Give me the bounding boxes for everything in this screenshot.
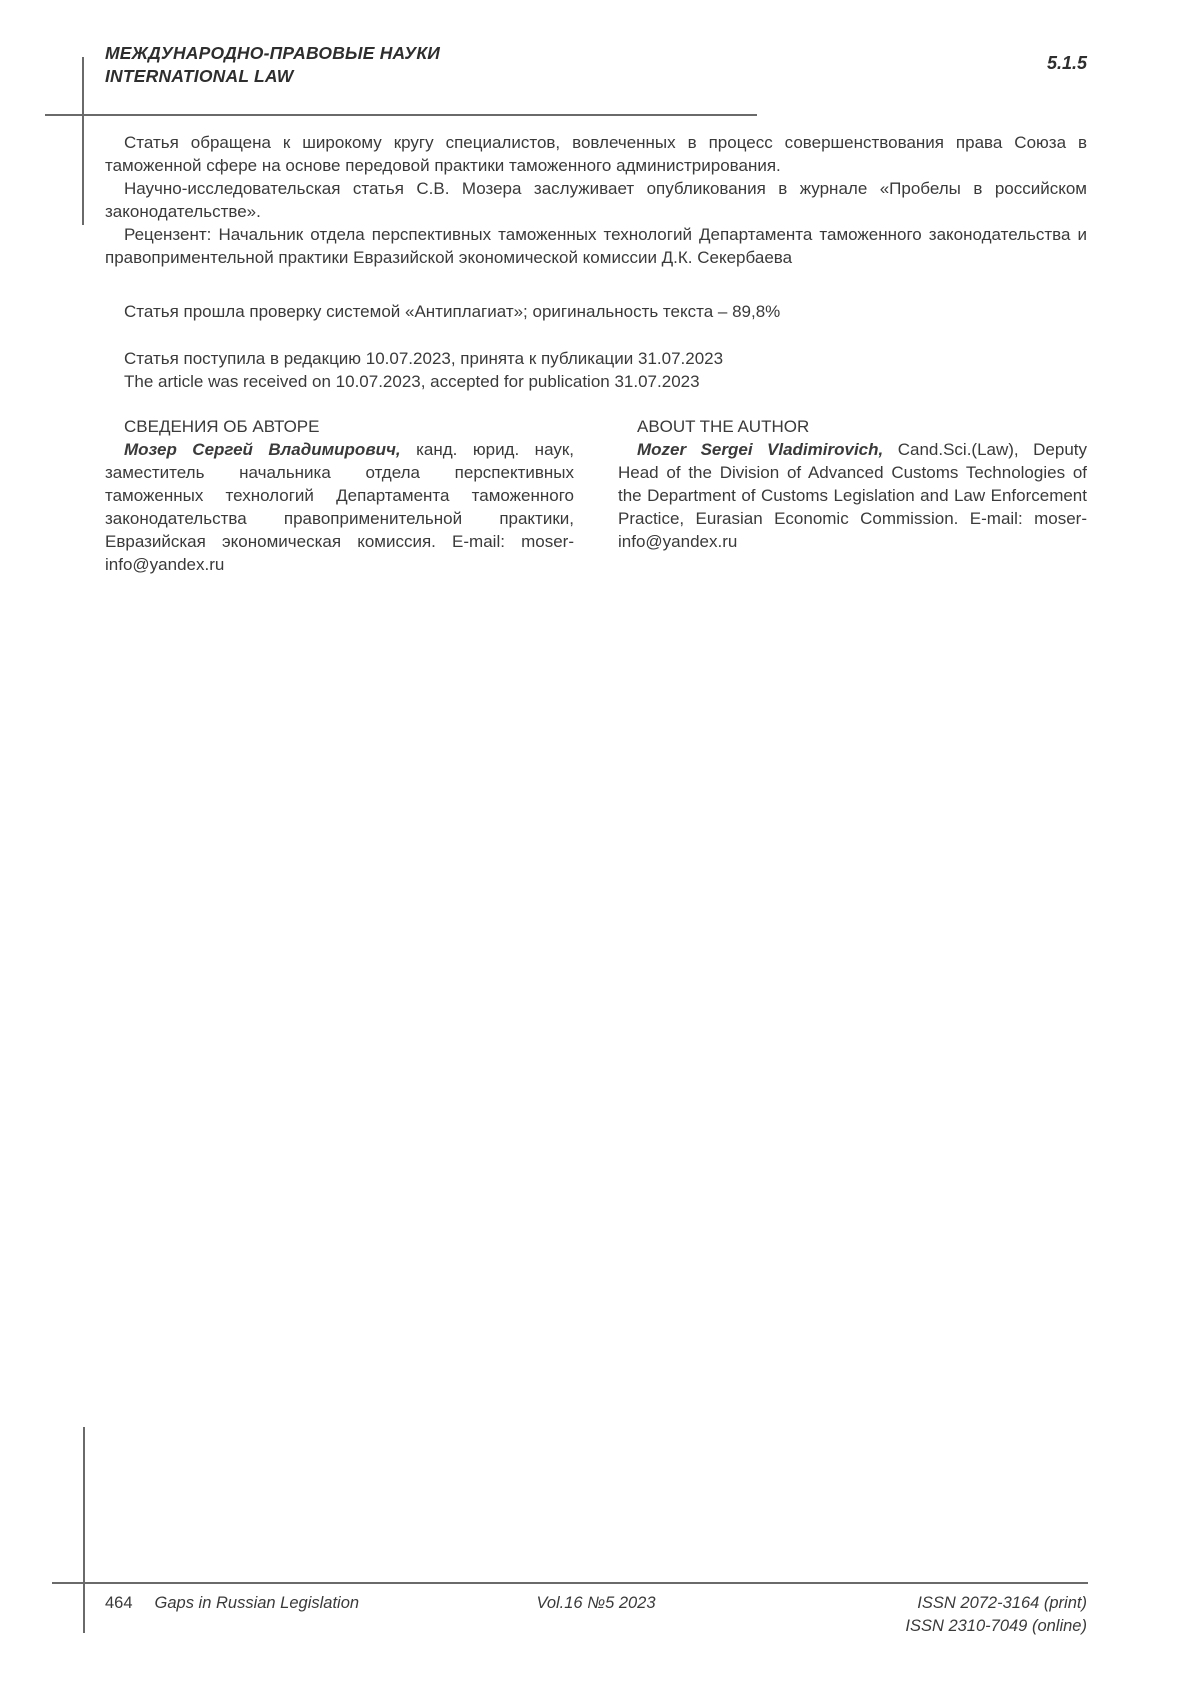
section-title-en: INTERNATIONAL LAW xyxy=(105,66,294,86)
author-bio-text-ru: канд. юрид. наук, заместитель начальника отдела перспективных таможенных технологий Департамента таможенного законодательства правоприменительной практики, Евразийская экономическая комиссия. E-mail: moser-info@yandex.ru xyxy=(105,440,574,574)
author-heading-en: ABOUT THE AUTHOR xyxy=(637,417,810,436)
abstract-paragraph: Статья обращена к широкому кругу специалистов, вовлеченных в процесс совершенствования права Союза в таможенной сфере на основе передовой практики таможенного администрирования. xyxy=(105,133,1087,175)
journal-title: Gaps in Russian Legislation xyxy=(154,1594,360,1612)
footer-horizontal-rule xyxy=(52,1582,1088,1584)
author-info-en xyxy=(618,415,1087,576)
recommendation-paragraph: Научно-исследовательская статья С.В. Мозера заслуживает опубликования в журнале «Пробелы в российском законодательстве». xyxy=(105,179,1087,221)
author-info-columns xyxy=(105,415,1087,576)
issn-block xyxy=(760,1592,1087,1638)
section-title-ru: МЕЖДУНАРОДНО-ПРАВОВЫЕ НАУКИ xyxy=(105,43,441,63)
article-front-matter xyxy=(105,131,1087,576)
author-heading-ru: СВЕДЕНИЯ ОБ АВТОРЕ xyxy=(124,417,320,436)
author-name-en: Mozer Sergei Vladimirovich, xyxy=(637,440,884,459)
author-info-ru xyxy=(105,415,574,576)
issn-online: ISSN 2310-7049 (online) xyxy=(905,1617,1087,1635)
page-footer xyxy=(105,1592,1087,1638)
author-bio-text-en: Cand.Sci.(Law), Deputy Head of the Division of Advanced Customs Technologies of the Department of Customs Legislation and Law Enforcement Practice, Eurasian Economic Commission. E-mail: moser-info@yandex.ru xyxy=(618,440,1087,551)
reviewer-paragraph: Рецензент: Начальник отдела перспективных таможенных технологий Департамента таможенного законодательства и правоприментельной практики Евразийской экономической комиссии Д.К. Секербаева xyxy=(105,225,1087,267)
footer-vertical-rule xyxy=(83,1427,85,1633)
author-name-ru: Мозер Сергей Владимирович, xyxy=(124,440,401,459)
author-bio-en xyxy=(618,438,1087,553)
received-date-ru: Статья поступила в редакцию 10.07.2023, принята к публикации 31.07.2023 xyxy=(124,349,724,368)
section-number: 5.1.5 xyxy=(1046,53,1087,73)
antiplagiat-note: Статья прошла проверку системой «Антиплагиат»; оригинальность текста – 89,8% xyxy=(124,302,781,321)
footer-left xyxy=(105,1592,432,1615)
received-dates xyxy=(105,347,1087,393)
author-bio-ru xyxy=(105,438,574,576)
received-date-en: The article was received on 10.07.2023, accepted for publication 31.07.2023 xyxy=(124,372,700,391)
volume-issue: Vol.16 №5 2023 xyxy=(536,1594,656,1612)
header-horizontal-rule xyxy=(45,114,757,116)
page-number: 464 xyxy=(105,1594,133,1612)
issn-print: ISSN 2072-3164 (print) xyxy=(917,1594,1087,1612)
section-header xyxy=(105,42,440,88)
header-vertical-rule xyxy=(82,57,84,225)
